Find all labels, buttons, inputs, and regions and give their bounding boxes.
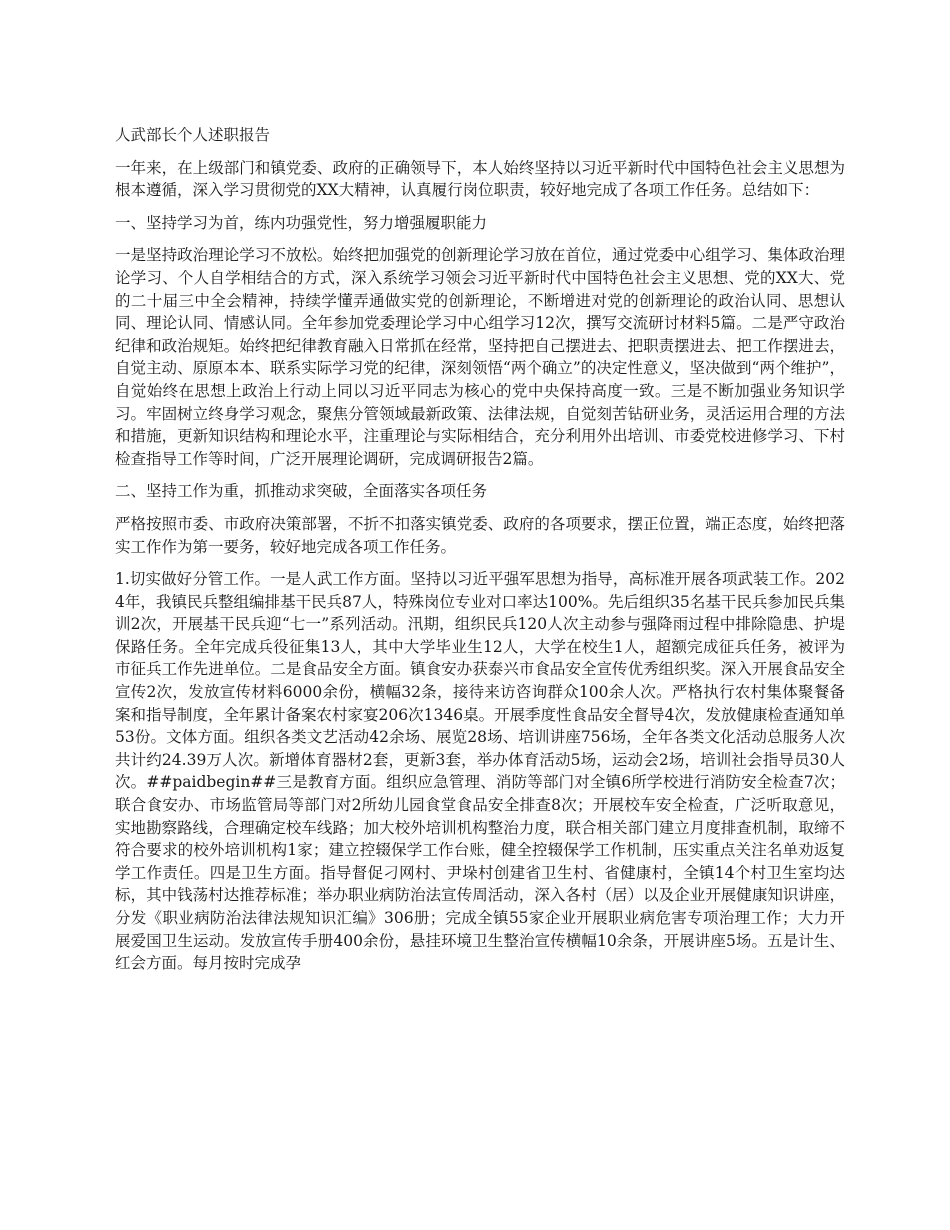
section-2-item-1-paragraph: 1.切实做好分管工作。一是人武工作方面。坚持以习近平强军思想为指导，高标准开展各项武装工作。2024年，我镇民兵整组编排基干民兵87人，特殊岗位专业对口率达100%。先后组织35名基干民兵参加民兵集训2次，开展基干民兵迎“七一”系列活动。汛期，组织民兵120人次主动参与强降雨过程中排除隐患、护堤保路任务。全年完成兵役征集13人，其中大学毕业生12人，大学在校生1人，超额完成征兵任务，被评为市征兵工作先进单位。二是食品安全方面。镇食安办获泰兴市食品安全宣传优秀组织奖。深入开展食品安全宣传2次，发放宣传材料6000余份，横幅32条，接待来访咨询群众100余人次。严格执行农村集体聚餐备案和指导制度，全年累计备案农村家宴206次1346桌。开展季度性食品安全督导4次，发放健康检查通知单53份。文体方面。组织各类文艺活动42余场、展览28场、培训讲座756场，全年各类文化活动总服务人次共计约24.39万人次。新增体育器材2套，更新3套，举办体育活动5场，运动会2场，培训社会指导员30人次。##paidbegin##三是教育方面。组织应急管理、消防等部门对全镇6所学校进行消防安全检查7次；联合食安办、市场监管局等部门对2所幼儿园食堂食品安全排查8次；开展校车安全检查，广泛听取意见，实地勘察路线，合理确定校车线路；加大校外培训机构整治力度，联合相关部门建立月度排查机制，取缔不符合要求的校外培训机构1家；建立控辍保学工作台账，健全控辍保学工作机制，压实重点关注名单劝返复学工作责任。四是卫生方面。指导督促刁网村、尹垛村创建省卫生村、省健康村，全镇14个村卫生室均达标，其中钱荡村达推荐标准；举办职业病防治法宣传周活动，深入各村（居）以及企业开展健康知识讲座，分发《职业病防治法律法规知识汇编》306册；完成全镇55家企业开展职业病危害专项治理工作；大力开展爱国卫生运动。发放宣传手册400余份，悬挂环境卫生整治宣传横幅10余条，开展讲座5场。五是计生、红会方面。每月按时完成孕: [115, 570, 845, 973]
section-heading-2: 二、坚持工作为重，抓推动求突破，全面落实各项任务: [115, 482, 488, 501]
intro-paragraph: 一年来，在上级部门和镇党委、政府的正确领导下，本人始终坚持以习近平新时代中国特色社会主义思想为根本遵循，深入学习贯彻党的XX大精神，认真履行岗位职责，较好地完成了各项工作任务。总结如下：: [115, 158, 845, 200]
section-1-paragraph: 一是坚持政治理论学习不放松。始终把加强党的创新理论学习放在首位，通过党委中心组学习、集体政治理论学习、个人自学相结合的方式，深入系统学习领会习近平新时代中国特色社会主义思想、党的XX大、党的二十届三中全会精神，持续学懂弄通做实党的创新理论，不断增进对党的创新理论的政治认同、思想认同、理论认同、情感认同。全年参加党委理论学习中心组学习12次，撰写交流研讨材料5篇。二是严守政治纪律和政治规矩。始终把纪律教育融入日常抓在经常，坚持把自己摆进去、把职责摆进去、把工作摆进去，自觉主动、原原本本、联系实际学习党的纪律，深刻领悟“两个确立”的决定性意义，坚决做到“两个维护”，自觉始终在思想上政治上行动上同以习近平同志为核心的党中央保持高度一致。三是不断加强业务知识学习。牢固树立终身学习观念，聚焦分管领域最新政策、法律法规，自觉刻苦钻研业务，灵活运用合理的方法和措施，更新知识结构和理论水平，注重理论与实际相结合，充分利用外出培训、市委党校进修学习、下村检查指导工作等时间，广泛开展理论调研，完成调研报告2篇。: [115, 246, 845, 468]
section-heading-1: 一、坚持学习为首，练内功强党性，努力增强履职能力: [115, 213, 488, 232]
document-title: 人武部长个人述职报告: [115, 126, 271, 144]
section-2-intro-paragraph: 严格按照市委、市政府决策部署，不折不扣落实镇党委、政府的各项要求，摆正位置，端正态度，始终把落实工作作为第一要务，较好地完成各项工作任务。: [115, 514, 845, 556]
document-page: [115, 124, 845, 985]
